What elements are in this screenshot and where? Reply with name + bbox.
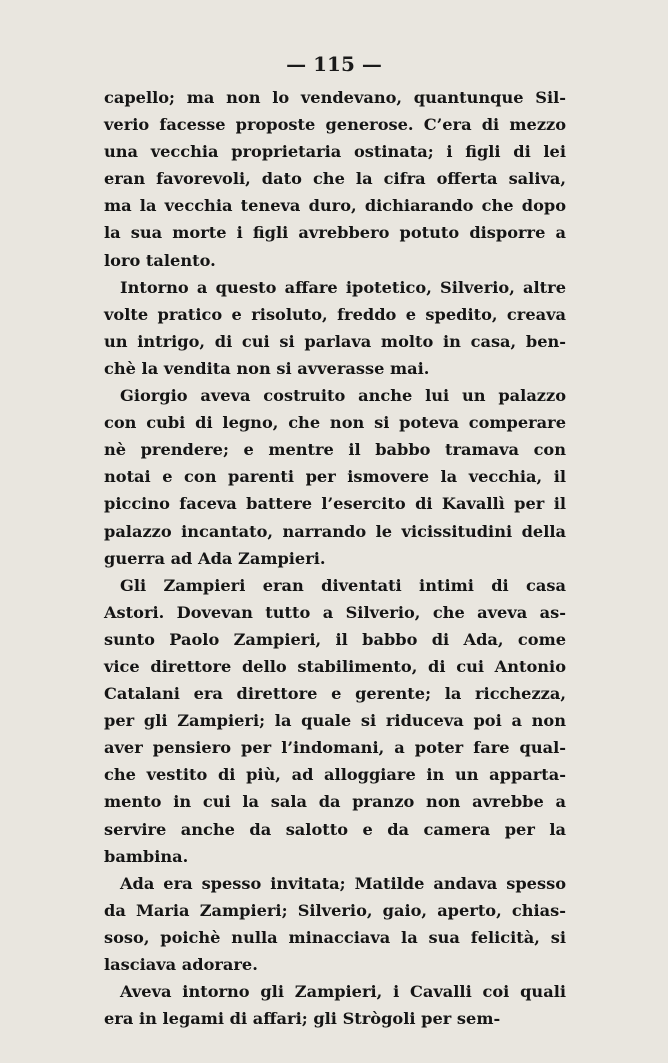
text-line: vice direttore dello stabilimento, di cui Antonio xyxy=(104,656,566,676)
text-line: Ada era spesso invitata; Matilde andava spesso xyxy=(120,873,566,893)
text-line: che vestito di più, ad alloggiare in un apparta- xyxy=(104,765,566,785)
text-line: palazzo incantato, narrando le vicissitudini della xyxy=(104,521,566,541)
text-line: una vecchia proprietaria ostinata; i figli di lei xyxy=(104,142,566,162)
text-line: Catalani era direttore e gerente; la ricchezza, xyxy=(104,684,566,704)
text-line: notai e con parenti per ismovere la vecchia, il xyxy=(104,467,566,487)
text-line: ma la vecchia teneva duro, dichiarando che dopo xyxy=(104,196,566,216)
paragraph xyxy=(104,382,566,572)
text-line: bambina. xyxy=(104,846,189,866)
text-line: lasciava adorare. xyxy=(104,955,258,974)
paragraph xyxy=(104,978,566,1032)
text-line: Astori. Dovevan tutto a Silverio, che aveva as- xyxy=(104,602,566,622)
text-line: con cubi di legno, che non si poteva comperare xyxy=(104,413,566,433)
page-number: — 115 — xyxy=(286,52,382,76)
text-line: un intrigo, di cui si parlava molto in casa, ben- xyxy=(104,331,566,351)
text-line: mento in cui la sala da pranzo non avrebbe a xyxy=(104,792,566,812)
text-line: capello; ma non lo vendevano, quantunque Sil- xyxy=(104,88,566,107)
paragraph xyxy=(104,572,566,870)
text-line: Giorgio aveva costruito anche lui un palazzo xyxy=(120,386,566,406)
text-line: nè prendere; e mentre il babbo tramava con xyxy=(104,440,566,460)
text-line: soso, poichè nulla minacciava la sua felicità, si xyxy=(104,927,566,947)
body-text xyxy=(104,84,566,1032)
paragraph xyxy=(104,870,566,978)
text-line: eran favorevoli, dato che la cifra offerta saliva, xyxy=(104,169,566,189)
text-line: verio facesse proposte generose. C’era di mezzo xyxy=(104,115,566,135)
text-line: Gli Zampieri eran diventati intimi di casa xyxy=(120,575,566,595)
text-line: piccino faceva battere l’esercito di Kavallì per il xyxy=(104,494,566,514)
text-line: Intorno a questo affare ipotetico, Silverio, altre xyxy=(120,277,566,297)
text-line: Aveva intorno gli Zampieri, i Cavalli coi quali xyxy=(120,982,566,1002)
text-line: loro talento. xyxy=(104,250,216,270)
text-line: era in legami di affari; gli Strògoli per sem- xyxy=(104,1009,501,1029)
paragraph xyxy=(104,274,566,382)
text-line: aver pensiero per l’indomani, a poter fare qual- xyxy=(104,738,566,758)
paragraph xyxy=(104,84,566,274)
text-line: volte pratico e risoluto, freddo e spedito, creava xyxy=(104,304,566,324)
text-line: la sua morte i figli avrebbero potuto disporre a xyxy=(104,223,566,243)
text-line: sunto Paolo Zampieri, il babbo di Ada, come xyxy=(104,629,566,649)
text-line: da Maria Zampieri; Silverio, gaio, aperto, chias- xyxy=(104,900,566,920)
text-line: servire anche da salotto e da camera per la xyxy=(104,819,566,839)
text-line: per gli Zampieri; la quale si riduceva poi a non xyxy=(104,711,566,731)
text-line: guerra ad Ada Zampieri. xyxy=(104,548,326,568)
text-line: chè la vendita non si avverasse mai. xyxy=(104,358,430,378)
